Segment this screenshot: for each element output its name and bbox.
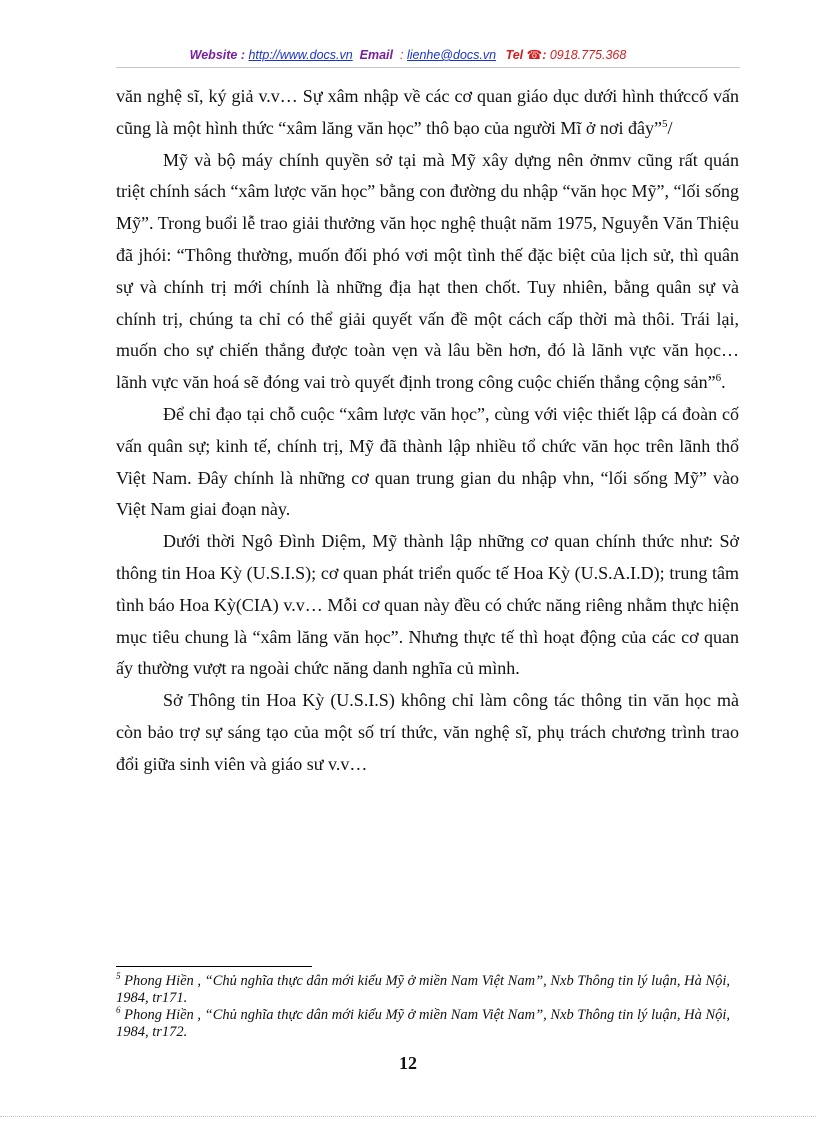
website-label: Website : [189, 48, 245, 62]
footnote-divider [116, 966, 312, 967]
footnote-6-mark: 6 [116, 1005, 121, 1016]
footnote-5 [116, 973, 739, 1007]
page-number: 12 [399, 1053, 417, 1073]
email-link[interactable]: lienhe@docs.vn [406, 48, 497, 62]
footnote-6 [116, 1007, 739, 1041]
footnote-ref-5[interactable]: 5 [661, 117, 668, 130]
paragraph-1-text: văn nghệ sĩ, ký giả v.v… Sự xâm nhập về các cơ quan giáo dục dưới hình thứccố vấn cũng là một hình thức “xâm lăng văn học” thô bạo của người Mĩ ở nơi đây” [116, 86, 739, 138]
footnote-5-mark: 5 [116, 971, 121, 982]
body-text [116, 81, 739, 781]
tel-label: Tel ☎: [505, 48, 547, 62]
paragraph-1-tail: / [667, 117, 673, 138]
header-divider [116, 67, 740, 68]
paragraph-2 [116, 145, 739, 399]
website-link[interactable]: http://www.docs.vn [248, 48, 353, 62]
tel-value: 0918.775.368 [549, 48, 627, 62]
paragraph-5: Sở Thông tin Hoa Kỳ (U.S.I.S) không chỉ làm công tác thông tin văn học mà còn bảo trợ sự sáng tạo của một số trí thức, văn nghệ sĩ, phụ trách chương trình trao đổi giữa sinh viên và giáo sư v.v… [116, 690, 739, 774]
paragraph-3: Để chỉ đạo tại chỗ cuộc “xâm lược văn học”, cùng với việc thiết lập cá đoàn cố vấn quân sự; kinh tế, chính trị, Mỹ đã thành lập nhiều tổ chức văn học trên lãnh thổ Việt Nam. Đây chính là những cơ quan trung gian du nhập vhn, “lối sống Mỹ” vào Việt Nam giai đoạn này. [116, 403, 739, 520]
email-label: Email [359, 48, 394, 62]
paragraph-4: Dưới thời Ngô Đình Diệm, Mỹ thành lập những cơ quan chính thức như: Sở thông tin Hoa Kỳ (U.S.I.S); cơ quan phát triển quốc tế Hoa Kỳ (U.S.A.I.D); trung tâm tình báo Hoa Kỳ(CIA) v.v… Mỗi cơ quan này đều có chức năng riêng nhằm thực hiện mục tiêu chung là “xâm lăng văn học”. Nhưng thực tế thì hoạt động của các cơ quan ấy thường vượt ra ngoài chức năng danh nghĩa củ mình. [116, 531, 739, 679]
footnote-6-text: Phong Hiền , “Chủ nghĩa thực dân mới kiểu Mỹ ở miền Nam Việt Nam”, Nxb Thông tin lý luận, Hà Nội, 1984, tr172. [116, 1007, 731, 1040]
footnote-5-text: Phong Hiền , “Chủ nghĩa thực dân mới kiểu Mỹ ở miền Nam Việt Nam”, Nxb Thông tin lý luận, Hà Nội, 1984, tr171. [116, 973, 731, 1006]
page-bottom-divider [0, 1116, 816, 1117]
page-header [0, 47, 816, 62]
email-separator: : [399, 48, 404, 62]
footnote-ref-6[interactable]: 6 [715, 372, 722, 385]
footnotes [116, 973, 739, 1041]
paragraph-2-tail: . [721, 372, 726, 393]
paragraph-2-text: Mỹ và bộ máy chính quyền sở tại mà Mỹ xây dựng nên ởnmv cũng rất quán triệt chính sách “xâm lược văn học” bằng con đường du nhập “văn học Mỹ”, “lối sống Mỹ”. Trong buổi lễ trao giải thưởng văn học nghệ thuật năm 1975, Nguyễn Văn Thiệu đã jhói: “Thông thường, muốn đối phó vơi một tình thế đặc biệt của lịch sử, thì quân sự và chính trị mới chính là những địa hạt then chốt. Tuy nhiên, bằng quân sự và chính trị, chúng ta chỉ có thể giải quyết vấn đề một cách cấp thời mà thôi. Trái lại, muốn cho sự chiến thắng được toàn vẹn và lâu bền hơn, đó là lãnh vực văn học… lãnh vực văn hoá sẽ đóng vai trò quyết định trong công cuộc chiến thắng cộng sản” [116, 149, 739, 393]
paragraph-1 [116, 81, 739, 145]
